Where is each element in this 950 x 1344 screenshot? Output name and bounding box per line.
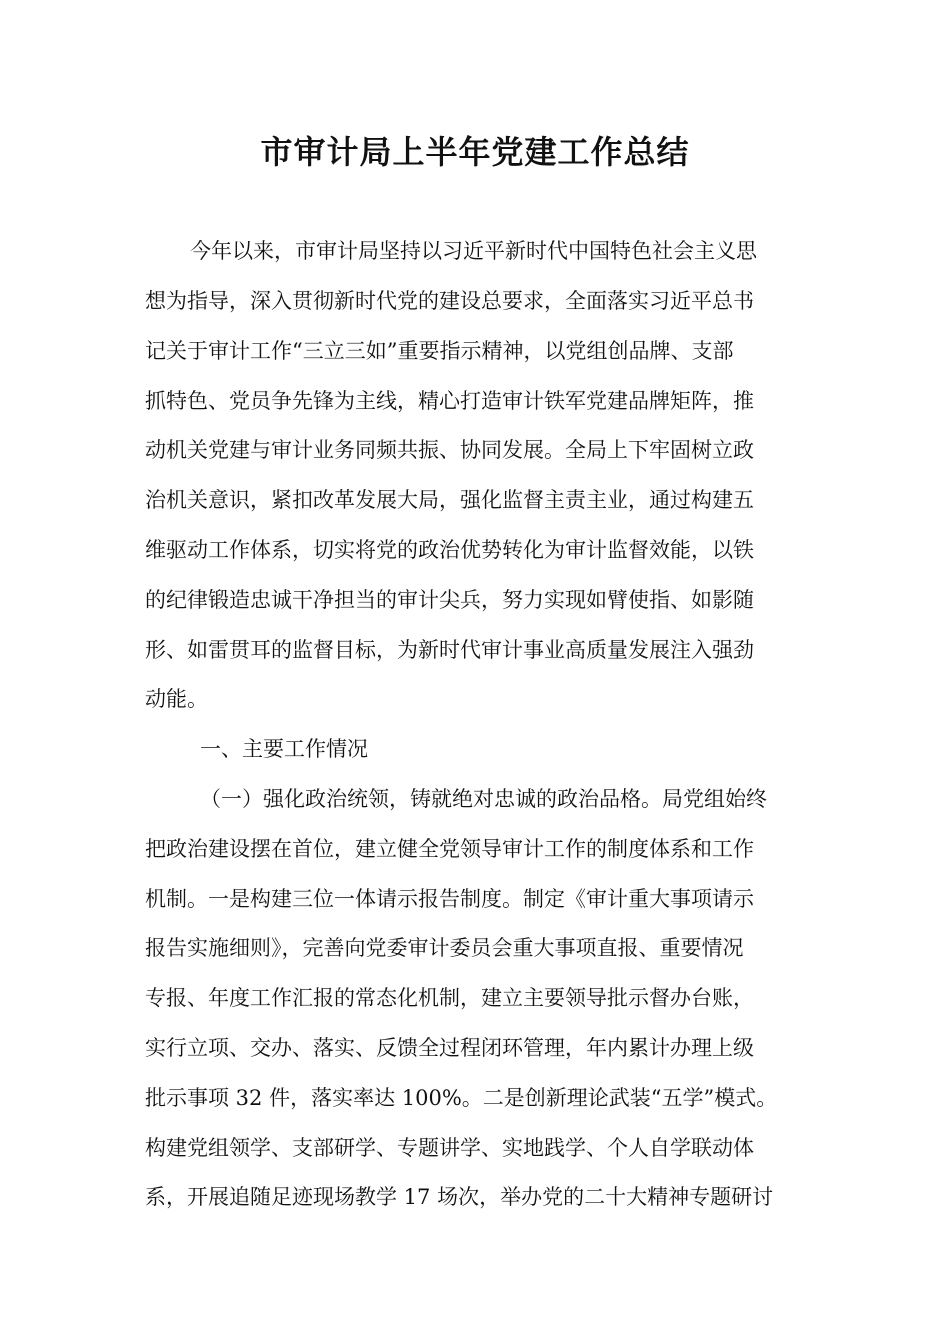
paragraph-line: 治机关意识，紧扣改革发展大局，强化监督主责主业，通过构建五 [145,488,754,512]
paragraph-line: 动机关党建与审计业务同频共振、协同发展。全局上下牢固树立政 [145,438,754,462]
paragraph-line: 抓特色、党员争先锋为主线，精心打造审计铁军党建品牌矩阵，推 [145,389,754,413]
section-heading: 一、主要工作情况 [200,737,368,761]
paragraph-line: 报告实施细则》，完善向党委审计委员会重大事项直报、重要情况 [145,936,744,960]
paragraph-line: 系，开展追随足迹现场教学 17 场次，举办党的二十大精神专题研讨 [145,1185,774,1209]
paragraph-line: 动能。 [145,687,208,711]
paragraph-line: 的纪律锻造忠诚干净担当的审计尖兵，努力实现如臂使指、如影随 [145,588,754,612]
paragraph-line: 实行立项、交办、落实、反馈全过程闭环管理，年内累计办理上级 [145,1036,754,1060]
paragraph-line: 专报、年度工作汇报的常态化机制，建立主要领导批示督办台账， [145,986,754,1010]
paragraph-line: （一）强化政治统领，铸就绝对忠诚的政治品格。局党组始终 [200,787,767,811]
document-title: 市审计局上半年党建工作总结 [260,133,690,171]
paragraph-line: 形、如雷贯耳的监督目标，为新时代审计事业高质量发展注入强劲 [145,638,754,662]
paragraph-line: 维驱动工作体系，切实将党的政治优势转化为审计监督效能，以铁 [145,538,754,562]
paragraph-line: 构建党组领学、支部研学、专题讲学、实地践学、个人自学联动体 [145,1136,754,1160]
paragraph-line: 今年以来，市审计局坚持以习近平新时代中国特色社会主义思 [190,239,757,263]
paragraph-line: 批示事项 32 件，落实率达 100%。二是创新理论武装“五学”模式。 [145,1086,778,1110]
paragraph-line: 想为指导，深入贯彻新时代党的建设总要求，全面落实习近平总书 [145,289,754,313]
paragraph-line: 记关于审计工作“三立三如”重要指示精神，以党组创品牌、支部 [145,339,734,363]
paragraph-line: 把政治建设摆在首位，建立健全党领导审计工作的制度体系和工作 [145,837,754,861]
paragraph-line: 机制。一是构建三位一体请示报告制度。制定《审计重大事项请示 [145,887,754,911]
